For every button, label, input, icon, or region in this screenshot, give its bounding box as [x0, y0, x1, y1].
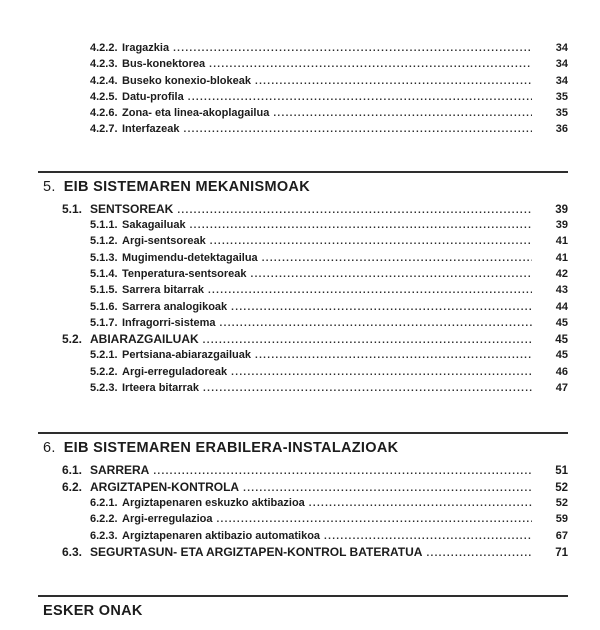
- entry-list: [38, 201, 568, 397]
- entry-page-number: 45: [555, 316, 568, 329]
- entry-page-number: 47: [555, 382, 568, 395]
- entry-number: 5.2.: [62, 332, 83, 347]
- dot-leader: [208, 283, 532, 299]
- toc-entry: [38, 217, 568, 233]
- toc-entry: [38, 495, 568, 511]
- entry-page-number: 41: [555, 235, 568, 248]
- entry-number: 6.2.2.: [90, 513, 118, 526]
- dot-leader: [173, 41, 532, 57]
- entry-label: Argiztapenaren aktibazio automatikoa: [122, 529, 321, 542]
- toc-entry: [38, 121, 568, 137]
- dot-leader: [426, 546, 532, 562]
- entry-label: Infragorri-sistema: [122, 316, 216, 329]
- entry-page-number: 52: [555, 481, 568, 494]
- section-heading-title: ESKER ONAK: [43, 603, 143, 620]
- entry-page-number: 45: [555, 349, 568, 362]
- entry-number: 4.2.2.: [90, 42, 118, 54]
- toc-entry: [38, 40, 568, 56]
- entry-page-number: 71: [555, 546, 568, 559]
- dot-leader: [255, 348, 532, 364]
- toc-entry: [38, 331, 568, 347]
- entry-page-number: 42: [555, 267, 568, 280]
- section-heading: [43, 177, 568, 197]
- entry-number: 5.1.: [62, 201, 83, 216]
- toc-entry: [38, 250, 568, 266]
- dot-leader: [262, 251, 532, 267]
- entry-label: Datu-profila: [122, 90, 184, 103]
- entry-page-number: 39: [555, 219, 568, 232]
- entry-number: 6.2.1.: [90, 496, 118, 509]
- entry-number: 6.2.3.: [90, 529, 118, 542]
- entry-number: 5.1.6.: [90, 300, 118, 313]
- entry-list: [38, 40, 568, 138]
- entry-number: 4.2.7.: [90, 123, 118, 136]
- entry-label: Buseko konexio-blokeak: [122, 74, 251, 87]
- entry-page-number: 34: [555, 74, 568, 87]
- toc-entry: [38, 266, 568, 282]
- toc-entry: [38, 201, 568, 217]
- toc-entry: [38, 315, 568, 331]
- section-heading-title: EIB SISTEMAREN MEKANISMOAK: [63, 178, 310, 195]
- entry-page-number: 35: [555, 90, 568, 103]
- dot-leader: [203, 381, 532, 397]
- toc-entry: [38, 380, 568, 396]
- dot-leader: [188, 90, 532, 106]
- toc-entry: [38, 56, 568, 72]
- dot-leader: [209, 57, 532, 73]
- toc-entry: [38, 299, 568, 315]
- section-heading-number: 6.: [43, 440, 56, 457]
- entry-number: 5.2.2.: [90, 365, 118, 378]
- entry-number: 5.1.3.: [90, 251, 118, 264]
- toc-entry: [38, 233, 568, 249]
- toc-entry: [38, 89, 568, 105]
- dot-leader: [231, 365, 532, 381]
- entry-page-number: 43: [555, 284, 568, 297]
- entry-page-number: 41: [555, 251, 568, 264]
- entry-label: Argiztapenaren eskuzko aktibazioa: [122, 496, 305, 509]
- toc-section: [38, 432, 568, 560]
- dot-leader: [177, 203, 532, 219]
- toc-entry: [38, 73, 568, 89]
- dot-leader: [183, 122, 532, 138]
- entry-page-number: 51: [555, 465, 568, 478]
- entry-number: 5.2.3.: [90, 382, 118, 395]
- dot-leader: [190, 218, 532, 234]
- entry-label: Pertsiana-abiarazgailuak: [122, 349, 252, 362]
- dot-leader: [220, 316, 532, 332]
- entry-page-number: 59: [555, 513, 568, 526]
- toc-entry: [38, 544, 568, 560]
- toc-entry: [38, 105, 568, 121]
- entry-page-number: 52: [555, 496, 568, 509]
- toc-entry: [38, 462, 568, 478]
- entry-page-number: 34: [555, 42, 568, 54]
- entry-label: Argi-sentsoreak: [122, 235, 206, 248]
- entry-label: Mugimendu-detektagailua: [122, 251, 258, 264]
- entry-number: 5.1.1.: [90, 219, 118, 232]
- entry-page-number: 46: [555, 365, 568, 378]
- entry-label: Irteera bitarrak: [122, 382, 200, 395]
- entry-page-number: 45: [555, 334, 568, 347]
- entry-label: SARRERA: [90, 463, 150, 478]
- toc-entry: [38, 347, 568, 363]
- entry-number: 5.1.4.: [90, 267, 118, 280]
- dot-leader: [324, 529, 532, 545]
- toc-entry: [38, 364, 568, 380]
- section-heading: [43, 438, 568, 458]
- section-divider: [38, 432, 568, 434]
- section-heading-number: 5.: [43, 178, 56, 195]
- section-divider: [38, 595, 568, 597]
- dot-leader: [255, 74, 532, 90]
- entry-page-number: 67: [555, 529, 568, 542]
- entry-number: 6.3.: [62, 544, 83, 559]
- entry-label: Argi-erregulazioa: [122, 513, 213, 526]
- entry-number: 4.2.3.: [90, 58, 118, 71]
- toc-section: [38, 40, 568, 138]
- entry-number: 4.2.5.: [90, 90, 118, 103]
- toc-entry: [38, 282, 568, 298]
- entry-number: 5.2.1.: [90, 349, 118, 362]
- entry-list: [38, 462, 568, 560]
- entry-label: Sakagailuak: [122, 219, 186, 232]
- entry-label: Zona- eta linea-akoplagailua: [122, 107, 270, 120]
- entry-page-number: 44: [555, 300, 568, 313]
- entry-number: 4.2.4.: [90, 74, 118, 87]
- entry-number: 6.2.: [62, 479, 83, 494]
- dot-leader: [273, 106, 532, 122]
- entry-page-number: 36: [555, 123, 568, 136]
- section-heading: [43, 601, 568, 621]
- entry-label: Sarrera analogikoak: [122, 300, 228, 313]
- section-divider: [38, 171, 568, 173]
- entry-page-number: 35: [555, 107, 568, 120]
- entry-label: Argi-erreguladoreak: [122, 365, 228, 378]
- toc-section: [38, 595, 568, 621]
- entry-number: 4.2.6.: [90, 107, 118, 120]
- entry-label: ARGIZTAPEN-KONTROLA: [90, 479, 240, 494]
- entry-label: Tenperatura-sentsoreak: [122, 267, 247, 280]
- dot-leader: [231, 300, 532, 316]
- entry-number: 5.1.5.: [90, 284, 118, 297]
- entry-label: Bus-konektorea: [122, 58, 206, 71]
- toc-root: [38, 40, 568, 621]
- entry-label: SEGURTASUN- ETA ARGIZTAPEN-KONTROL BATERATUA: [90, 544, 423, 559]
- entry-number: 6.1.: [62, 463, 83, 478]
- toc-entry: [38, 528, 568, 544]
- entry-label: Iragazkia: [122, 42, 170, 54]
- entry-number: 5.1.2.: [90, 235, 118, 248]
- entry-label: SENTSOREAK: [90, 201, 174, 216]
- entry-label: Interfazeak: [122, 123, 180, 136]
- entry-page-number: 39: [555, 203, 568, 216]
- dot-leader: [309, 496, 532, 512]
- dot-leader: [203, 333, 532, 349]
- toc-entry: [38, 511, 568, 527]
- entry-page-number: 34: [555, 58, 568, 71]
- toc-section: [38, 171, 568, 397]
- entry-label: Sarrera bitarrak: [122, 284, 204, 297]
- dot-leader: [216, 512, 532, 528]
- dot-leader: [251, 267, 532, 283]
- dot-leader: [210, 234, 532, 250]
- entry-number: 5.1.7.: [90, 316, 118, 329]
- entry-label: ABIARAZGAILUAK: [90, 332, 199, 347]
- toc-entry: [38, 479, 568, 495]
- section-heading-title: EIB SISTEMAREN ERABILERA-INSTALAZIOAK: [63, 440, 399, 457]
